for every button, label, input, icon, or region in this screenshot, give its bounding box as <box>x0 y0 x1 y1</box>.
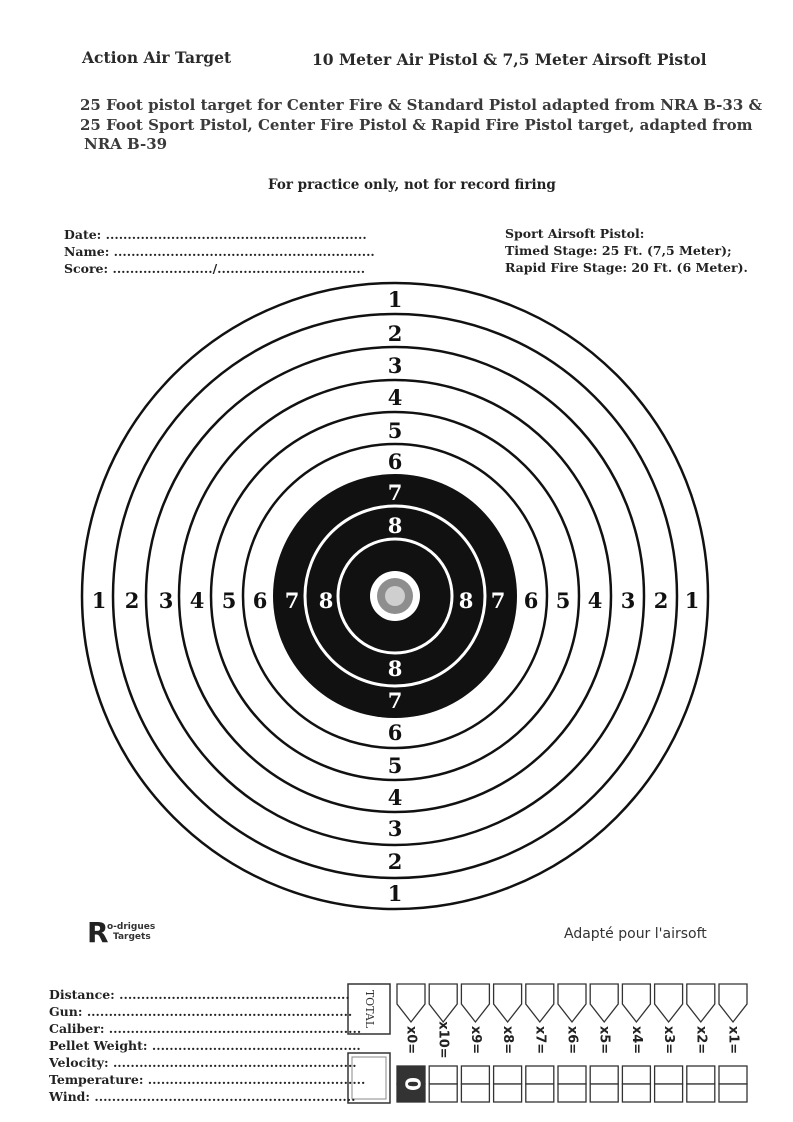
rapid-fire-stage: Rapid Fire Stage: 20 Ft. (6 Meter). <box>505 260 748 275</box>
label-top-8: 8 <box>387 513 403 538</box>
label-right-2: 2 <box>653 588 669 613</box>
practice-notice: For practice only, not for record firing <box>268 177 556 193</box>
bullseye-center <box>385 586 405 606</box>
score-entry-box-1-0[interactable] <box>429 1066 457 1084</box>
logo-letter: R <box>87 916 109 949</box>
multiplier-label-1: x10= <box>435 1021 451 1059</box>
label-left-4: 4 <box>189 588 205 613</box>
score-field[interactable]: Score: ......................./.................................. <box>64 261 366 276</box>
multiplier-label-3: x8= <box>500 1025 516 1055</box>
label-right-6: 6 <box>523 588 539 613</box>
distance-field[interactable]: Distance: ..................................................... <box>49 987 350 1002</box>
multiplier-header-7 <box>622 984 650 1022</box>
score-entry-box-9-1[interactable] <box>687 1084 715 1102</box>
multiplier-header-2 <box>461 984 489 1022</box>
adapte-airsoft: Adapté pour l'airsoft <box>564 926 707 942</box>
label-right-3: 3 <box>620 588 636 613</box>
label-bottom-1: 1 <box>387 881 403 906</box>
timed-stage: Timed Stage: 25 Ft. (7,5 Meter); <box>505 243 732 258</box>
label-top-6: 6 <box>387 449 403 474</box>
score-entry-box-2-1[interactable] <box>461 1084 489 1102</box>
description-line-3: NRA B-39 <box>84 135 168 153</box>
multiplier-label-8: x3= <box>661 1025 677 1055</box>
temperature-field[interactable]: Temperature: .................................................. <box>49 1072 366 1087</box>
label-top-5: 5 <box>387 418 403 443</box>
multiplier-header-4 <box>526 984 554 1022</box>
multiplier-label-4: x7= <box>532 1025 548 1055</box>
label-bottom-6: 6 <box>387 720 403 745</box>
score-entry-box-6-0[interactable] <box>590 1066 618 1084</box>
label-bottom-8: 8 <box>387 656 403 681</box>
score-entry-box-7-1[interactable] <box>622 1084 650 1102</box>
name-field[interactable]: Name: ............................................................ <box>64 244 375 259</box>
score-entry-box-4-0[interactable] <box>526 1066 554 1084</box>
right-title: 10 Meter Air Pistol & 7,5 Meter Airsoft Pistol <box>312 50 707 69</box>
score-entry-box-10-1[interactable] <box>719 1084 747 1102</box>
score-entry-box-1-1[interactable] <box>429 1084 457 1102</box>
multiplier-label-5: x6= <box>564 1025 580 1055</box>
multiplier-header-8 <box>655 984 683 1022</box>
label-bottom-7: 7 <box>387 688 403 713</box>
label-top-1: 1 <box>387 287 403 312</box>
score-entry-box-5-0[interactable] <box>558 1066 586 1084</box>
score-entry-box-6-1[interactable] <box>590 1084 618 1102</box>
score-entry-box-5-1[interactable] <box>558 1084 586 1102</box>
label-right-1: 1 <box>684 588 700 613</box>
label-left-6: 6 <box>252 588 268 613</box>
multiplier-header-9 <box>687 984 715 1022</box>
score-entry-box-3-1[interactable] <box>494 1084 522 1102</box>
score-entry-box-4-1[interactable] <box>526 1084 554 1102</box>
pellet-weight-field[interactable]: Pellet Weight: ................................................ <box>49 1038 361 1053</box>
label-top-3: 3 <box>387 353 403 378</box>
description-line-1: 25 Foot pistol target for Center Fire & Standard Pistol adapted from NRA B-33 & <box>80 96 763 114</box>
label-left-5: 5 <box>221 588 237 613</box>
label-bottom-4: 4 <box>387 785 403 810</box>
caliber-field[interactable]: Caliber: .......................................................... <box>49 1021 362 1036</box>
velocity-field[interactable]: Velocity: ........................................................ <box>49 1055 357 1070</box>
label-right-8: 8 <box>458 588 474 613</box>
multiplier-label-7: x4= <box>628 1025 644 1055</box>
date-field[interactable]: Date: ............................................................ <box>64 227 367 242</box>
multiplier-label-6: x5= <box>596 1025 612 1055</box>
sport-pistol-title: Sport Airsoft Pistol: <box>505 226 645 241</box>
score-entry-box-2-0[interactable] <box>461 1066 489 1084</box>
label-left-8: 8 <box>318 588 334 613</box>
multiplier-header-10 <box>719 984 747 1022</box>
gun-field[interactable]: Gun: ............................................................. <box>49 1004 353 1019</box>
multiplier-header-3 <box>494 984 522 1022</box>
left-title: Action Air Target <box>82 48 232 67</box>
label-right-4: 4 <box>587 588 603 613</box>
label-bottom-5: 5 <box>387 753 403 778</box>
label-bottom-2: 2 <box>387 849 403 874</box>
score-entry-box-7-0[interactable] <box>622 1066 650 1084</box>
label-left-1: 1 <box>91 588 107 613</box>
logo-line-1: o-drigues <box>107 922 156 932</box>
multiplier-label-0: x0= <box>403 1025 419 1055</box>
logo-line-2: Targets <box>113 932 151 942</box>
label-top-4: 4 <box>387 385 403 410</box>
label-left-2: 2 <box>124 588 140 613</box>
wind-field[interactable]: Wind: ............................................................ <box>49 1089 356 1104</box>
multiplier-header-5 <box>558 984 586 1022</box>
zero-score-value: 0 <box>400 1077 425 1091</box>
label-left-7: 7 <box>284 588 300 613</box>
multiplier-header-1 <box>429 984 457 1022</box>
score-entry-box-8-0[interactable] <box>655 1066 683 1084</box>
label-right-5: 5 <box>555 588 571 613</box>
label-top-2: 2 <box>387 321 403 346</box>
multiplier-label-9: x2= <box>693 1025 709 1055</box>
label-right-7: 7 <box>490 588 506 613</box>
score-entry-box-3-0[interactable] <box>494 1066 522 1084</box>
score-entry-box-9-0[interactable] <box>687 1066 715 1084</box>
multiplier-label-10: x1= <box>725 1025 741 1055</box>
label-left-3: 3 <box>158 588 174 613</box>
multiplier-header-0 <box>397 984 425 1022</box>
label-bottom-3: 3 <box>387 816 403 841</box>
score-entry-box-8-1[interactable] <box>655 1084 683 1102</box>
label-top-7: 7 <box>387 480 403 505</box>
score-entry-box-10-0[interactable] <box>719 1066 747 1084</box>
multiplier-header-6 <box>590 984 618 1022</box>
multiplier-label-2: x9= <box>467 1025 483 1055</box>
total-label: TOTAL <box>363 989 376 1029</box>
description-line-2: 25 Foot Sport Pistol, Center Fire Pistol & Rapid Fire Pistol target, adapted from <box>80 116 753 134</box>
score-table <box>348 984 747 1103</box>
